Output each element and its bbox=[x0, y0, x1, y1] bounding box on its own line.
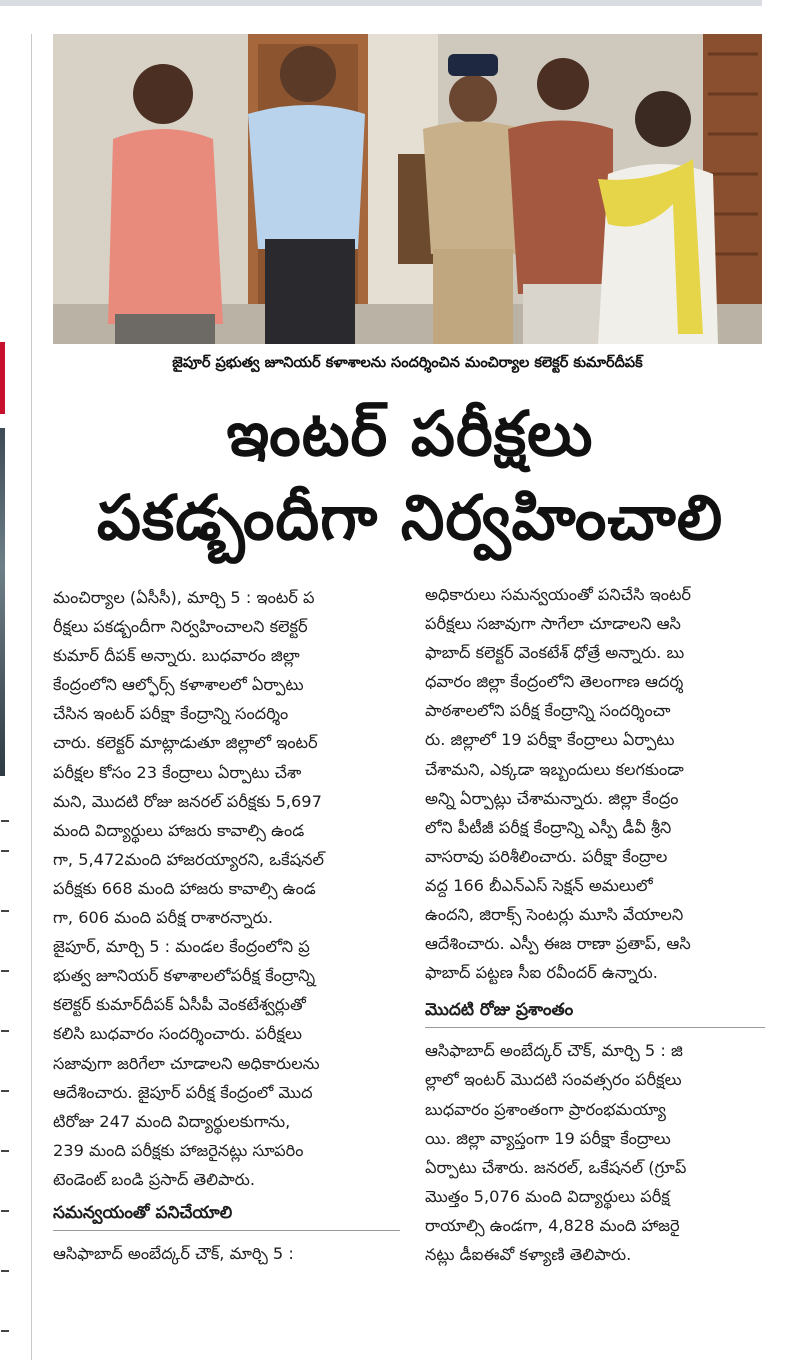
body-line: ఆదేశించారు. ఎస్పీ ఈజ రాణా ప్రతాప్, ఆసి bbox=[425, 934, 691, 954]
body-line: నట్లు డీఐఈవో కళ్యాణి తెలిపారు. bbox=[425, 1244, 632, 1264]
body-line: కలెక్టర్ కుమార్‌దీపక్ ఏసీపీ వెంకటేశ్వర్లుతో bbox=[53, 995, 306, 1015]
adjacent-text-fragment bbox=[1, 1330, 9, 1332]
subheading-rule bbox=[425, 1027, 765, 1028]
body-line: టిరోజు 247 మంది విద్యార్థులకుగాను, bbox=[53, 1111, 291, 1131]
adjacent-text-fragment bbox=[1, 910, 9, 912]
body-line: రు. జిల్లాలో 19 పరీక్షా కేంద్రాలు ఏర్పాటు bbox=[425, 730, 675, 750]
top-page-rule bbox=[0, 0, 762, 6]
body-line: చేశామని, ఎక్కడా ఇబ్బందులు కలగకుండా bbox=[425, 759, 684, 779]
adjacent-text-fragment bbox=[1, 1030, 9, 1032]
body-line: ఫాబాద్ కలెక్టర్ వెంకటేశ్ ధోత్రే అన్నారు. బు bbox=[425, 643, 685, 663]
adjacent-photo-edge bbox=[0, 428, 5, 776]
adjacent-text-fragment bbox=[1, 1210, 9, 1212]
adjacent-text-fragment bbox=[1, 850, 9, 852]
body-line: చారు. కలెక్టర్ మాట్లాడుతూ జిల్లాలో ఇంటర్ bbox=[53, 733, 318, 753]
body-line: రాయాల్సి ఉండగా, 4,828 మంది హాజరై bbox=[425, 1215, 680, 1235]
body-line: మొత్తం 5,076 మంది విద్యార్థులు పరీక్ష bbox=[425, 1186, 670, 1206]
column-divider bbox=[31, 34, 32, 1360]
adjacent-text-fragment bbox=[1, 1270, 9, 1272]
body-line: గా, 606 మంది పరీక్ష రాశారన్నారు. bbox=[53, 908, 273, 928]
body-line: ఆసిఫాబాద్ అంబేద్కర్ చౌక్, మార్చి 5 : జి bbox=[425, 1041, 683, 1061]
body-line: వాసరావు పరిశీలించారు. పరీక్షా కేంద్రాల bbox=[425, 846, 668, 866]
body-line: ధవారం జిల్లా కేంద్రంలోని తెలంగాణ ఆదర్శ bbox=[425, 672, 684, 692]
body-line: టెండెంట్ బండి ప్రసాద్ తెలిపారు. bbox=[53, 1169, 256, 1189]
body-line: 239 మంది పరీక్షకు హాజరైనట్లు సూపరిం bbox=[53, 1140, 304, 1160]
body-line: మంచిర్యాల (ఏసీసీ), మార్చి 5 : ఇంటర్ ప bbox=[53, 588, 315, 607]
body-line: మంది విద్యార్థులు హాజరు కావాల్సి ఉండ bbox=[53, 820, 305, 840]
headline-line-2: పకడ్బందీగా నిర్వహించాలి bbox=[96, 481, 724, 554]
adjacent-red-block bbox=[0, 342, 5, 414]
body-line: వద్ద 166 బీఎన్ఎస్ సెక్షన్ అమలులో bbox=[425, 875, 653, 895]
body-line: యి. జిల్లా వ్యాప్తంగా 19 పరీక్షా కేంద్రాలు bbox=[425, 1128, 671, 1148]
body-line: కేంద్రంలోని ఆల్ఫోర్స్ కళాశాలలో ఏర్పాటు bbox=[53, 675, 304, 695]
body-line: పరీక్షలు సజావుగా సాగేలా చూడాలని ఆసి bbox=[425, 614, 681, 634]
article-column-right bbox=[425, 580, 765, 1269]
body-line: ఏర్పాటు చేశారు. జనరల్, ఒకేషనల్ (గ్రూప్ bbox=[425, 1157, 687, 1177]
body-line: ఫాబాద్ పట్టణ సీఐ రవీందర్ ఉన్నారు. bbox=[425, 963, 658, 983]
article-column-left bbox=[53, 583, 400, 1268]
adjacent-text-fragment bbox=[1, 970, 9, 972]
body-line: సజావుగా జరిగేలా చూడాలని అధికారులను bbox=[53, 1053, 320, 1073]
body-line: ఉందని, జిరాక్స్ సెంటర్లు మూసి వేయాలని bbox=[425, 905, 684, 925]
news-photo-illustration bbox=[53, 34, 762, 344]
news-photo bbox=[53, 34, 762, 344]
subheading-rule bbox=[53, 1230, 400, 1231]
body-line: అన్ని ఏర్పాట్లు చేశామన్నారు. జిల్లా కేంద్రం bbox=[425, 788, 679, 808]
body-line: ఆదేశించారు. జైపూర్ పరీక్ష కేంద్రంలో మొద bbox=[53, 1082, 313, 1102]
body-line: పరీక్షల కోసం 23 కేంద్రాలు ఏర్పాటు చేశా bbox=[53, 762, 302, 782]
body-line: ల్లాలో ఇంటర్ మొదటి సంవత్సరం పరీక్షలు bbox=[425, 1070, 682, 1090]
body-line: పాఠశాలలోని పరీక్ష కేంద్రాన్ని సందర్శించా bbox=[425, 701, 671, 721]
body-line: పరీక్షకు 668 మంది హాజరు కావాల్సి ఉండ bbox=[53, 878, 316, 898]
adjacent-text-fragment bbox=[1, 1150, 9, 1152]
photo-caption: జైపూర్ ప్రభుత్వ జూనియర్ కళాశాలను సందర్శించిన మంచిర్యాల కలెక్టర్ కుమార్‌దీపక్ bbox=[172, 355, 643, 371]
body-line: అధికారులు సమన్వయంతో పనిచేసి ఇంటర్ bbox=[425, 585, 692, 604]
body-line: రీక్షలు పకడ్బందీగా నిర్వహించాలని కలెక్టర్ bbox=[53, 617, 308, 637]
body-line: లోని పీటీజీ పరీక్ష కేంద్రాన్ని ఎస్పీ డీవీ శ్రీని bbox=[425, 817, 672, 837]
body-line: భుత్వ జూనియర్ కళాశాలలోపరీక్ష కేంద్రాన్ని bbox=[53, 966, 316, 986]
body-line: గా, 5,472మంది హాజరయ్యారని, ఒకేషనల్ bbox=[53, 849, 324, 869]
subheading-right: మొదటి రోజు ప్రశాంతం bbox=[425, 1000, 574, 1021]
body-line: మని, మొదటి రోజు జనరల్ పరీక్షకు 5,697 bbox=[53, 791, 322, 811]
body-line: చేసిన ఇంటర్ పరీక్షా కేంద్రాన్ని సందర్శిం bbox=[53, 704, 289, 724]
adjacent-text-fragment bbox=[1, 820, 9, 822]
body-line: జైపూర్, మార్చి 5 : మండల కేంద్రంలోని ప్ర bbox=[53, 937, 310, 957]
adjacent-column-fragment bbox=[0, 30, 12, 1360]
body-line: కలిసి బుధవారం సందర్శించారు. పరీక్షలు bbox=[53, 1024, 303, 1044]
body-line: కుమార్ దీపక్ అన్నారు. బుధవారం జిల్లా bbox=[53, 646, 300, 666]
adjacent-text-fragment bbox=[1, 1090, 9, 1092]
headline-line-1: ఇంటర్ పరీక్షలు bbox=[226, 397, 594, 470]
subheading-left: సమన్వయంతో పనిచేయాలి bbox=[53, 1202, 233, 1223]
body-line: బుధవారం ప్రశాంతంగా ప్రారంభమయ్యా bbox=[425, 1099, 666, 1119]
body-line: ఆసిఫాబాద్ అంబేద్కర్ చౌక్, మార్చి 5 : bbox=[53, 1243, 294, 1263]
